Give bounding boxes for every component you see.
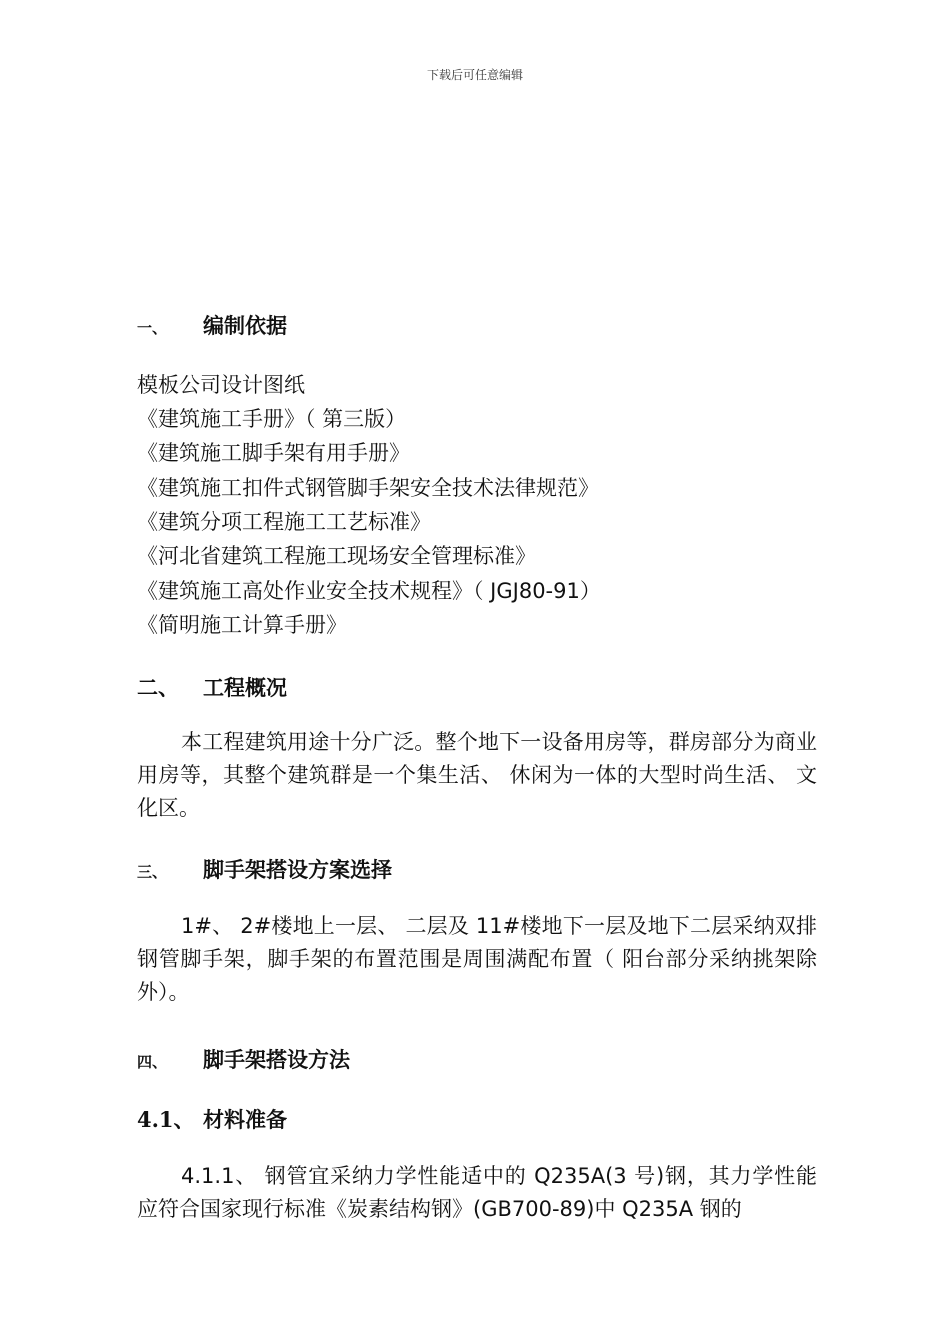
reference-item: 《简明施工计算手册》	[137, 613, 347, 637]
section-number: 4.1、	[137, 1107, 195, 1132]
reference-item: 模板公司设计图纸	[137, 373, 305, 397]
subsection-heading-4-1	[137, 1104, 287, 1134]
section-heading-4	[137, 1044, 350, 1074]
section-title: 编制依据	[203, 314, 287, 338]
reference-item: 《建筑施工脚手架有用手册》	[137, 441, 410, 465]
reference-item: 《建筑分项工程施工工艺标准》	[137, 510, 431, 534]
section-heading-3	[137, 854, 392, 884]
section-title: 材料准备	[203, 1108, 287, 1132]
section-heading-2	[137, 672, 287, 702]
reference-item: 《建筑施工扣件式钢管脚手架安全技术法律规范》	[137, 476, 599, 500]
page-header: 下载后可任意编辑	[426, 68, 523, 82]
section-paragraph: 4.1.1、 钢管宜采纳力学性能适中的 Q235A(3 号)钢，其力学性能应符合国家现行标准《炭素结构钢》(GB700-89)中 Q235A 钢的	[137, 1164, 817, 1221]
section-number: 四、	[137, 1053, 168, 1071]
reference-item: 《建筑施工高处作业安全技术规程》（ JGJ80-91）	[137, 579, 601, 603]
section-title: 脚手架搭设方案选择	[203, 858, 392, 882]
section-number: 三、	[137, 863, 168, 881]
section-number: 一、	[137, 319, 168, 337]
reference-item: 《建筑施工手册》（ 第三版）	[137, 407, 407, 431]
section-number: 二、	[137, 676, 179, 700]
section-title: 脚手架搭设方法	[203, 1048, 350, 1072]
section-title: 工程概况	[203, 676, 287, 700]
section-paragraph: 本工程建筑用途十分广泛。整个地下一设备用房等，群房部分为商业用房等，其整个建筑群是一个集生活、 休闲为一体的大型时尚生活、 文化区。	[137, 730, 817, 820]
section-heading-1	[137, 310, 287, 340]
reference-item: 《河北省建筑工程施工现场安全管理标准》	[137, 544, 536, 568]
section-paragraph: 1#、 2#楼地上一层、 二层及 11#楼地下一层及地下二层采纳双排钢管脚手架，脚手架的布置范围是周围满配布置（ 阳台部分采纳挑架除外）。	[137, 914, 817, 1004]
